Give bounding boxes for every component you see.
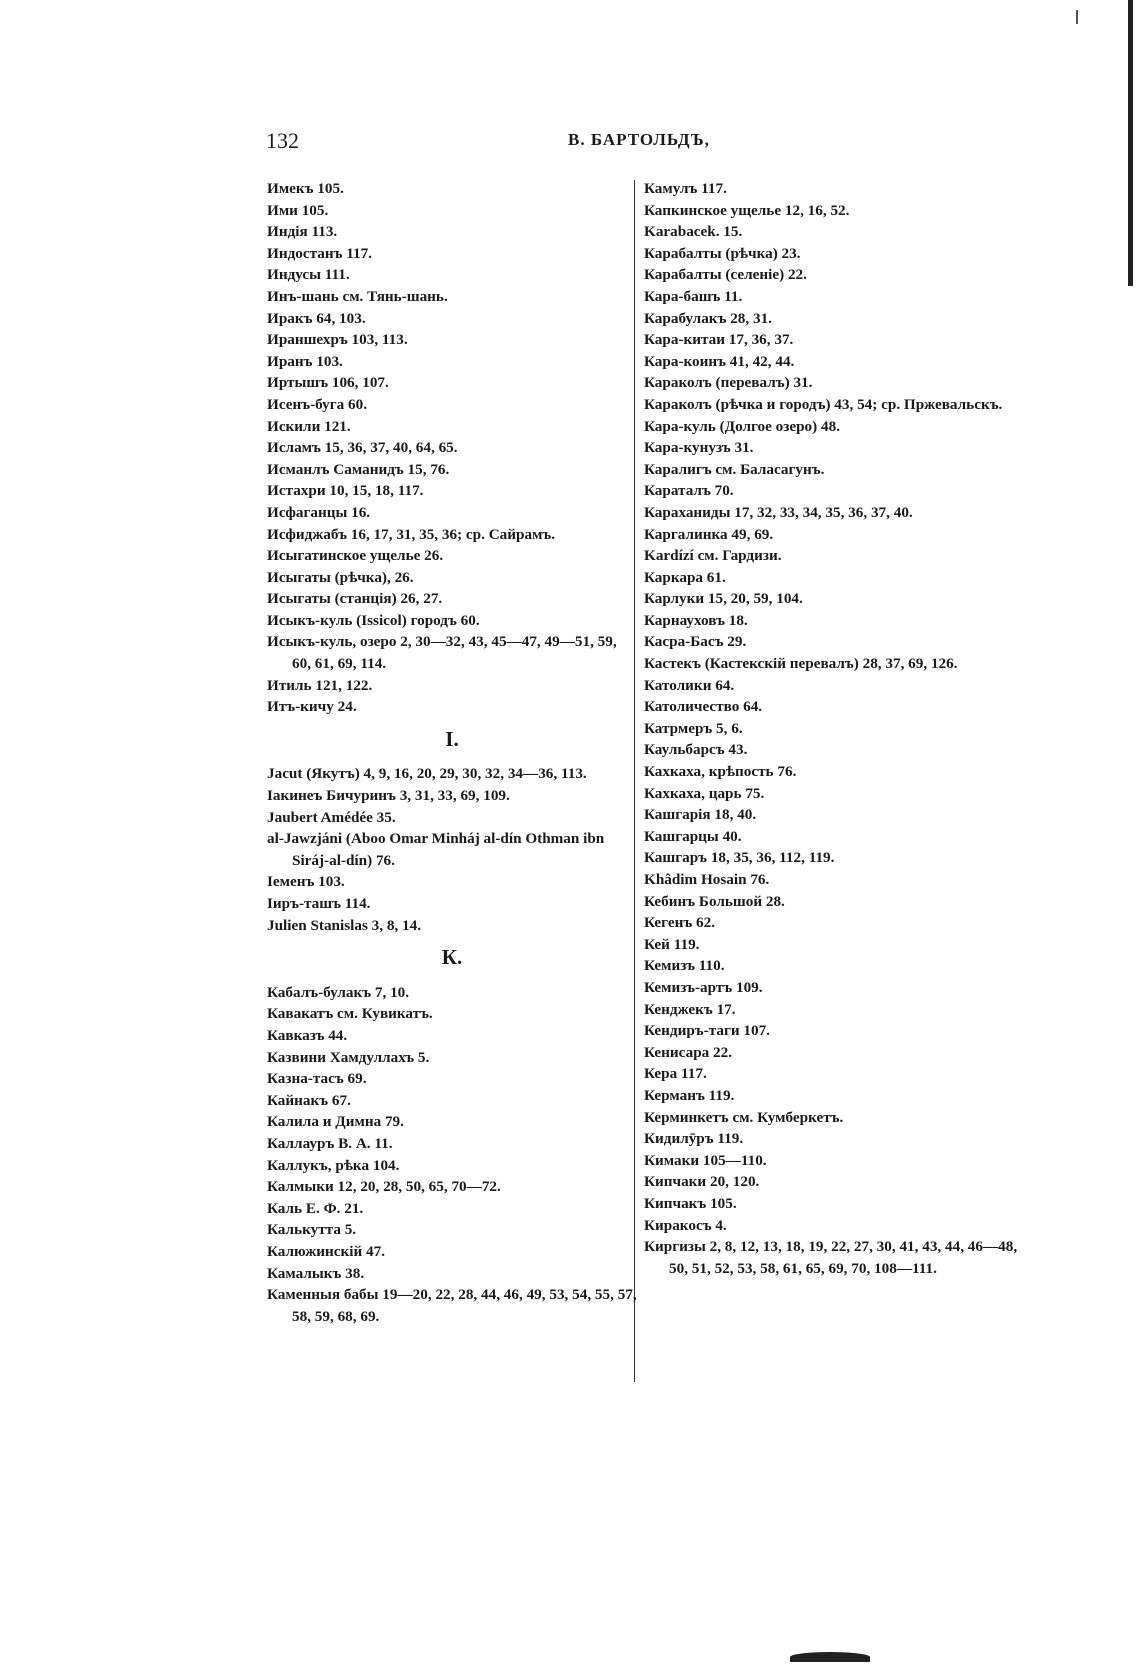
index-entry: Кара-коинъ 41, 42, 44. [644,352,795,370]
scan-edge-bar [1128,0,1133,286]
index-entry: Кашгарія 18, 40. [644,806,757,824]
index-entry: Иртышъ 106, 107. [267,374,389,392]
index-entry: Кара-куль (Долгое озеро) 48. [644,417,840,435]
index-entry: Калмыки 12, 20, 28, 50, 65, 70—72. [267,1178,501,1196]
index-entry: Индія 113. [267,223,338,241]
index-entry: Камалыкъ 38. [267,1264,365,1282]
index-entry: Капкинское ущелье 12, 16, 52. [644,201,850,219]
index-entry: Инъ-шань см. Тянь-шань. [267,287,448,305]
running-head: В. БАРТОЛЬДЪ, [568,130,710,149]
index-entry: Катрмеръ 5, 6. [644,719,743,737]
section-letter-k: К. [441,945,463,970]
index-entry: Кавакатъ см. Кувикатъ. [267,1005,433,1023]
index-entry: Касра-Басъ 29. [644,633,747,651]
index-entry: Католичество 64. [644,698,763,716]
index-entry: Іакинеъ Бичуринъ 3, 31, 33, 69, 109. [267,787,510,805]
index-entry: Карабалты (селеніе) 22. [644,266,807,284]
index-entry: Казна-тасъ 69. [267,1070,367,1088]
index-entry: Кемизъ 110. [644,957,725,975]
index-entry: Кей 119. [644,935,700,953]
index-entry: Каульбарсъ 43. [644,741,748,759]
index-entry: Іиръ-ташъ 114. [267,895,371,912]
index-entry: Искили 121. [267,417,351,435]
index-entry: Киргизы 2, 8, 12, 13, 18, 19, 22, 27, 30, 41, 43, 44, 46—48, 50, 51, 52, 53, 58, 61, 65, 69, 70, 108—111. [644,1238,1018,1277]
index-entry: Кипчаки 20, 120. [644,1173,760,1191]
index-entry: Кидилӯръ 119. [644,1130,744,1148]
index-entry: Исфаганцы 16. [267,503,371,521]
index-entry: Карлуки 15, 20, 59, 104. [644,590,803,608]
index-entry: Кара-китаи 17, 36, 37. [644,331,794,349]
index-entry: Кахкаха, царь 75. [644,784,765,802]
scan-edge-mark [1076,10,1078,24]
index-entry: Караталъ 70. [644,482,734,500]
index-entry: Каркара 61. [644,568,726,586]
index-entry: Карабалты (рѣчка) 23. [644,244,801,262]
index-entry: Каргалинка 49, 69. [644,525,774,543]
section-letter-j: I. [445,726,459,751]
index-entry: Керманъ 119. [644,1086,735,1104]
index-entry: Jaubert Amédée 35. [267,808,396,826]
index-entry: Кашгаръ 18, 35, 36, 112, 119. [644,849,835,867]
index-section-j [267,763,637,936]
index-entry: Исенъ-буга 60. [267,395,368,413]
index-entry: Кара-башъ 11. [644,287,743,305]
index-entry: Каралигъ см. Баласагунъ. [644,460,825,478]
index-entry: Кабалъ-булакъ 7, 10. [267,983,410,1001]
index-entry: Исыкъ-куль, озеро 2, 30—32, 43, 45—47, 49—51, 59, 60, 61, 69, 114. [267,633,617,673]
index-entry: Кера 117. [644,1065,707,1083]
index-entry: Камулъ 117. [644,180,727,197]
index-entry: Кемизъ-артъ 109. [644,978,763,996]
index-entry: Карабулакъ 28, 31. [644,309,772,327]
index-section-k-continued [644,178,1019,1279]
index-entry: Караколъ (рѣчка и городъ) 43, 54; ср. Пржевальскъ. [644,395,1003,413]
index-entry: Исыкъ-куль (Issicol) городъ 60. [267,611,480,629]
index-entry: Имекъ 105. [267,180,344,197]
index-entry: Каллауръ В. А. 11. [267,1134,393,1152]
index-section-k [267,982,637,1328]
index-column-left [267,178,637,1327]
index-entry: Иракъ 64, 103. [267,309,366,327]
index-entry: Иранъ 103. [267,352,343,370]
index-entry: Ими 105. [267,201,329,219]
index-entry: Кебинъ Большой 28. [644,892,785,910]
index-entry: Кахкаха, крѣпость 76. [644,763,797,781]
index-entry: Jacut (Якутъ) 4, 9, 16, 20, 29, 30, 32, 34—36, 113. [267,765,587,783]
page-number: 132 [266,128,299,153]
tailpiece-ornament [790,1652,870,1662]
index-entry: Кайнакъ 67. [267,1091,351,1109]
index-entry: Католики 64. [644,676,735,694]
index-entry: Индусы 111. [267,266,350,284]
index-entry: Kardízí см. Гардизи. [644,547,782,565]
index-entry: Karabacek. 15. [644,223,743,241]
index-entry: Кендиръ-таги 107. [644,1022,770,1040]
index-section-i [267,178,637,718]
index-entry: Казвини Хамдуллахъ 5. [267,1048,430,1066]
index-entry: Каль Е. Ф. 21. [267,1199,364,1217]
index-entry: Калюжинскій 47. [267,1242,386,1260]
index-entry: Исыгаты (рѣчка), 26. [267,568,414,586]
index-entry: Іеменъ 103. [267,873,345,891]
index-entry: Кенджекъ 17. [644,1000,736,1018]
index-entry: Истахри 10, 15, 18, 117. [267,482,424,500]
index-entry: Кастекъ (Кастекскій перевалъ) 28, 37, 69, 126. [644,655,958,673]
index-entry: Кипчакъ 105. [644,1194,737,1212]
index-entry: al-Jawzjáni (Aboo Omar Minháj al-dín Othman ibn Siráj-al-dín) 76. [267,830,605,869]
index-entry: Кенисара 22. [644,1043,733,1061]
index-entry: Керминкетъ см. Кумберкетъ. [644,1108,844,1126]
index-entry: Khâdim Hosain 76. [644,871,770,888]
index-entry: Кавказъ 44. [267,1026,348,1044]
index-entry: Индостанъ 117. [267,244,372,262]
index-entry: Итъ-кичу 24. [267,698,357,716]
index-column-right [644,178,1019,1279]
index-entry: Исламъ 15, 36, 37, 40, 64, 65. [267,439,458,457]
index-entry: Кара-кунузъ 31. [644,439,754,457]
index-entry: Исыгаты (станція) 26, 27. [267,590,443,608]
index-entry: Караханиды 17, 32, 33, 34, 35, 36, 37, 40. [644,503,913,521]
index-entry: Исыгатинское ущелье 26. [267,547,444,565]
index-entry: Караколъ (перевалъ) 31. [644,374,813,392]
index-entry: Кашгарцы 40. [644,827,742,845]
index-entry: Исманлъ Саманидъ 15, 76. [267,460,450,478]
index-entry: Julien Stanislas 3, 8, 14. [267,916,422,934]
index-entry: Исфиджабъ 16, 17, 31, 35, 36; ср. Сайрамъ. [267,525,556,543]
index-entry: Итиль 121, 122. [267,676,373,694]
index-entry: Каменныя бабы 19—20, 22, 28, 44, 46, 49, 53, 54, 55, 57, 58, 59, 68, 69. [267,1286,637,1325]
index-entry: Карнауховъ 18. [644,611,748,629]
index-entry: Кимаки 105—110. [644,1151,767,1169]
index-entry: Каллукъ, рѣка 104. [267,1156,400,1174]
index-entry: Калькутта 5. [267,1221,357,1239]
index-entry: Калила и Димна 79. [267,1113,404,1131]
index-entry: Кегенъ 62. [644,914,715,932]
index-entry: Киракосъ 4. [644,1216,727,1234]
index-entry: Ираншехръ 103, 113. [267,331,408,349]
